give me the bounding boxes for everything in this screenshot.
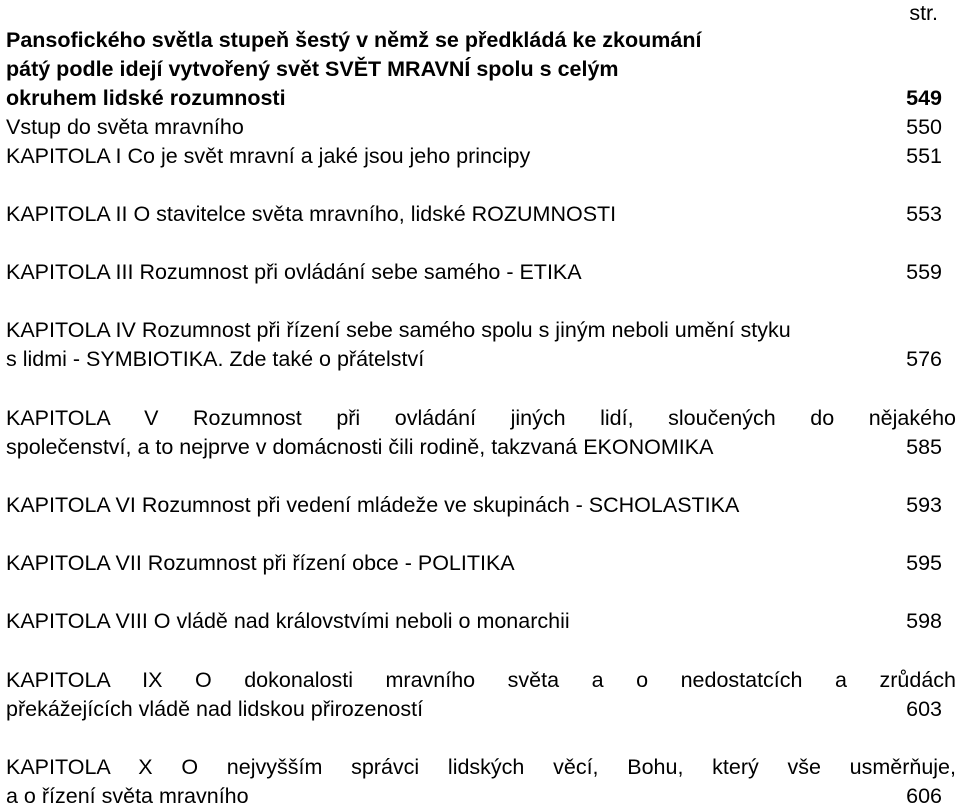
toc-entry-kapitola-3: KAPITOLA III Rozumnost při ovládání sebe samého - ETIKA 559	[6, 258, 942, 287]
intro-title-page: 549	[906, 86, 942, 110]
toc-entry-page: 551	[906, 144, 942, 168]
toc-entry-kapitola-5-line-2: společenství, a to nejprve v domácnosti čili rodině, takzvaná EKONOMIKA 585	[6, 433, 942, 462]
toc-entry-page: 550	[906, 115, 942, 139]
intro-title-line-3: okruhem lidské rozumnosti 549	[6, 84, 942, 113]
toc-entry-kapitola-6: KAPITOLA VI Rozumnost při vedení mládeže ve skupinách - SCHOLASTIKA 593	[6, 491, 942, 520]
toc-entry-page: 598	[906, 609, 942, 633]
toc-entry-kapitola-8: KAPITOLA VIII O vládě nad královstvími neboli o monarchii 598	[6, 607, 942, 636]
toc-entry-kapitola-9-line-2: překážejících vládě nad lidskou přirozeností 603	[6, 695, 942, 724]
intro-title-line-2: pátý podle idejí vytvořený svět SVĚT MRAVNÍ spolu s celým	[6, 57, 619, 81]
page-column-label: str.	[909, 1, 938, 25]
toc-entry-page: 559	[906, 260, 942, 284]
toc-entry-page: 595	[906, 551, 942, 575]
toc-entry-kapitola-4-line-1: KAPITOLA IV Rozumnost při řízení sebe samého spolu s jiným neboli umění styku	[6, 318, 791, 342]
toc-entry-kapitola-4-line-2: s lidmi - SYMBIOTIKA. Zde také o přátelství 576	[6, 345, 942, 374]
toc-entry-page: 553	[906, 202, 942, 226]
toc-entry-page: 585	[906, 435, 942, 459]
toc-entry-page: 603	[906, 697, 942, 721]
toc-entry-page: 606	[906, 784, 942, 808]
toc-entry-vstup: Vstup do světa mravního 550	[6, 113, 942, 142]
toc-entry-kapitola-10-line-1: KAPITOLA X O nejvyšším správci lidských věcí, Bohu, který vše usměrňuje,	[6, 755, 956, 779]
toc-entry-kapitola-2: KAPITOLA II O stavitelce světa mravního, lidské ROZUMNOSTI 553	[6, 200, 942, 229]
toc-entry-kapitola-9-line-1: KAPITOLA IX O dokonalosti mravního světa a o nedostatcích a zrůdách	[6, 668, 956, 692]
intro-title-line-1: Pansofického světla stupeň šestý v němž se předkládá ke zkoumání	[6, 28, 702, 52]
toc-entry-page: 576	[906, 347, 942, 371]
toc-entry-kapitola-5-line-1: KAPITOLA V Rozumnost při ovládání jiných lidí, sloučených do nějakého	[6, 406, 956, 430]
toc-entry-kapitola-7: KAPITOLA VII Rozumnost při řízení obce - POLITIKA 595	[6, 549, 942, 578]
toc-entry-page: 593	[906, 493, 942, 517]
toc-entry-kapitola-10-line-2: a o řízení světa mravního 606	[6, 782, 942, 811]
toc-entry-kapitola-1: KAPITOLA I Co je svět mravní a jaké jsou jeho principy 551	[6, 142, 942, 171]
